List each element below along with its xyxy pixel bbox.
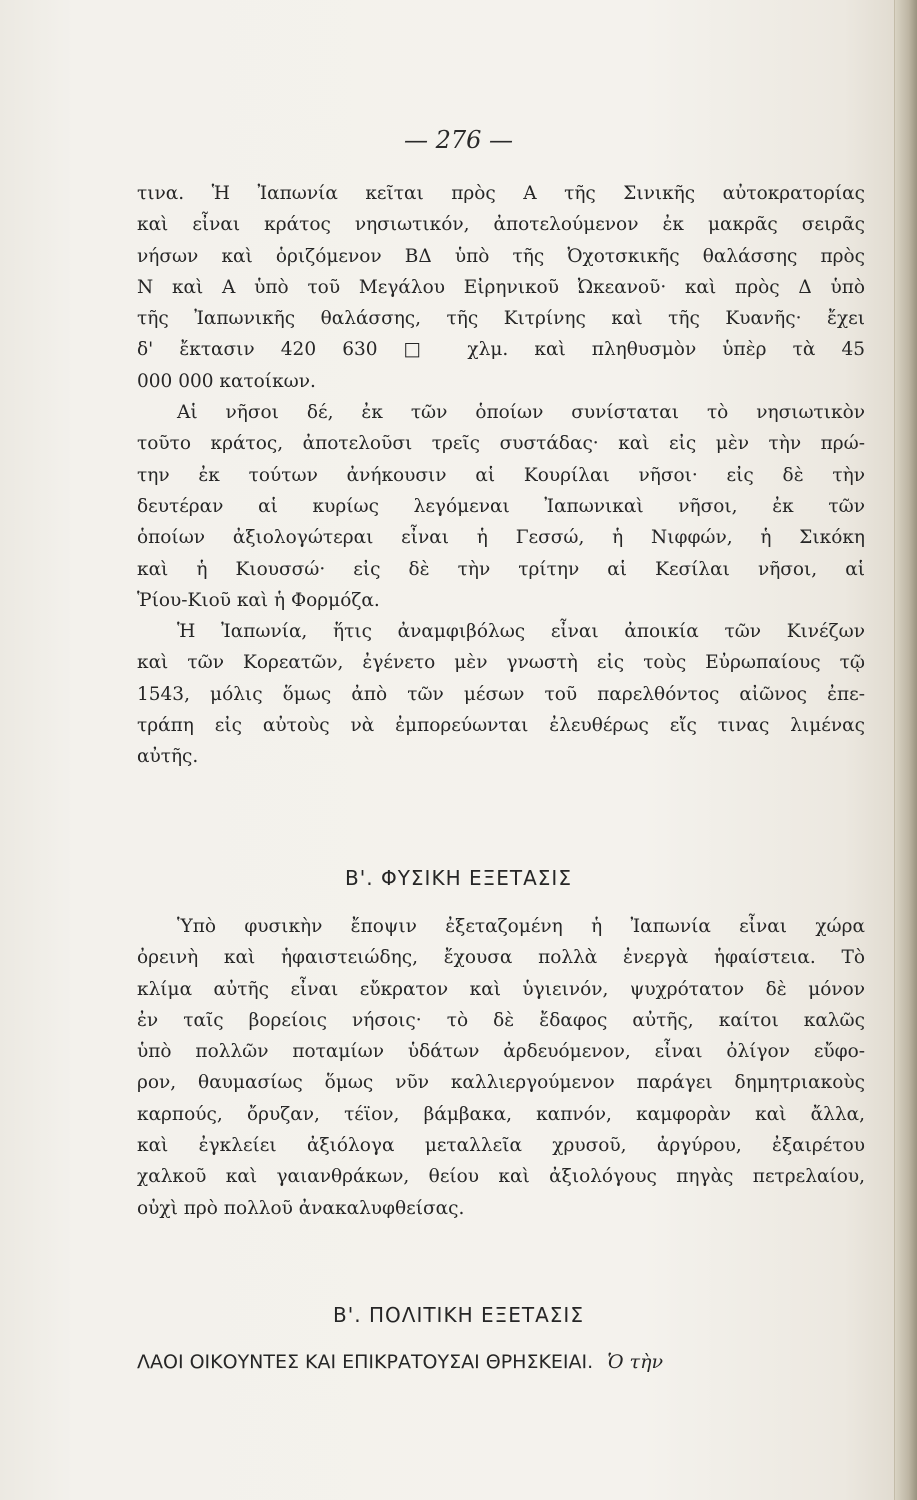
subsection-heading-line xyxy=(137,1351,865,1373)
text-line: Αἱ νῆσοι δέ, ἐκ τῶν ὁποίων συνίσταται τὸ νησιωτικὸν xyxy=(177,402,865,424)
text-line: καὶ ἡ Κιουσσώ· εἰς δὲ τὴν τρίτην αἱ Κεσίλαι νῆσοι, αἱ xyxy=(137,558,865,580)
text-line: την ἐκ τούτων ἀνήκουσιν αἱ Κουρίλαι νῆσοι· εἰς δὲ τὴν xyxy=(137,464,865,486)
text-line: ὁποίων ἀξιολογώτεραι εἶναι ἡ Γεσσώ, ἡ Νιφφών, ἡ Σικόκη xyxy=(137,527,865,549)
text-line: δ' ἔκτασιν 420 630 □ χλμ. καὶ πληθυσμὸν ὑπὲρ τὰ 45 xyxy=(137,339,865,361)
section-heading-physical: Β'. ΦΥΣΙΚΗ ΕΞΕΤΑΣΙΣ xyxy=(345,866,572,890)
section-heading-political: Β'. ΠΟΛΙΤΙΚΗ ΕΞΕΤΑΣΙΣ xyxy=(333,1303,584,1327)
text-line: νήσων καὶ ὁριζόμενον ΒΔ ὑπὸ τῆς Ὀχοτσκικῆς θαλάσσης πρὸς xyxy=(137,245,865,267)
text-line: καὶ εἶναι κράτος νησιωτικόν, ἀποτελούμενον ἐκ μακρᾶς σειρᾶς xyxy=(137,214,865,236)
text-line: ρον, θαυμασίως ὅμως νῦν καλλιεργούμενον παράγει δημητριακοὺς xyxy=(137,1072,865,1094)
text-line: καρπούς, ὄρυζαν, τέϊον, βάμβακα, καπνόν, καμφορὰν καὶ ἄλλα, xyxy=(137,1103,865,1125)
text-line: οὐχὶ πρὸ πολλοῦ ἀνακαλυφθείσας. xyxy=(137,1197,465,1219)
subsection-heading: ΛΑΟΙ ΟΙΚΟΥΝΤΕΣ ΚΑΙ ΕΠΙΚΡΑΤΟΥΣΑΙ ΘΡΗΣΚΕΙΑΙ. xyxy=(137,1351,594,1373)
text-line: ἐν ταῖς βορείοις νήσοις· τὸ δὲ ἔδαφος αὐτῆς, καίτοι καλῶς xyxy=(137,1009,865,1031)
text-line: 000 000 κατοίκων. xyxy=(137,370,316,392)
body-text xyxy=(137,178,865,773)
continuation-text: Ὁ τὴν xyxy=(607,1351,663,1373)
text-line: τῆς Ἰαπωνικῆς θαλάσσης, τῆς Κιτρίνης καὶ τῆς Κυανῆς· ἔχει xyxy=(137,308,865,330)
text-line: καὶ τῶν Κορεατῶν, ἐγένετο μὲν γνωστὴ εἰς τοὺς Εὐρωπαίους τῷ xyxy=(137,652,865,674)
text-line: Ὑπὸ φυσικὴν ἔποψιν ἐξεταζομένη ἡ Ἰαπωνία εἶναι χώρα xyxy=(177,916,865,937)
text-line: ὀρεινὴ καὶ ἡφαιστειώδης, ἔχουσα πολλὰ ἐνεργὰ ἡφαίστεια. Τὸ xyxy=(137,947,865,969)
text-line: ὑπὸ πολλῶν ποταμίων ὑδάτων ἀρδευόμενον, εἶναι ὀλίγον εὔφο- xyxy=(137,1041,865,1063)
page-spine-edge xyxy=(894,0,917,1500)
text-line: καὶ ἐγκλείει ἀξιόλογα μεταλλεῖα χρυσοῦ, ἀργύρου, ἐξαιρέτου xyxy=(137,1135,865,1157)
text-line: Ῥίου-Κιοῦ καὶ ἡ Φορμόζα. xyxy=(137,589,380,611)
text-line: 1543, μόλις ὅμως ἀπὸ τῶν μέσων τοῦ παρελθόντος αἰῶνος ἐπε- xyxy=(137,683,865,705)
text-line: τράπη εἰς αὐτοὺς νὰ ἐμπορεύωνται ἐλευθέρως εἴς τινας λιμένας xyxy=(137,715,865,737)
body-text-physical xyxy=(137,911,865,1224)
text-line: δευτέραν αἱ κυρίως λεγόμεναι Ἰαπωνικαὶ νῆσοι, ἐκ τῶν xyxy=(137,495,865,517)
text-line: χαλκοῦ καὶ γαιανθράκων, θείου καὶ ἀξιολόγους πηγὰς πετρελαίου, xyxy=(137,1166,865,1188)
text-line: Ν καὶ Α ὑπὸ τοῦ Μεγάλου Εἰρηνικοῦ Ὠκεανοῦ· καὶ πρὸς Δ ὑπὸ xyxy=(137,276,865,298)
text-line: αὐτῆς. xyxy=(137,746,199,768)
text-line: Ἡ Ἰαπωνία, ἥτις ἀναμφιβόλως εἶναι ἀποικία τῶν Κινέζων xyxy=(177,621,865,643)
text-line: τοῦτο κράτος, ἀποτελοῦσι τρεῖς συστάδας· καὶ εἰς μὲν τὴν πρώ- xyxy=(137,433,865,455)
text-line: τινα. Ἡ Ἰαπωνία κεῖται πρὸς Α τῆς Σινικῆς αὐτοκρατορίας xyxy=(137,183,865,204)
text-line: κλίμα αὐτῆς εἶναι εὔκρατον καὶ ὑγιεινόν, ψυχρότατον δὲ μόνον xyxy=(137,978,865,1000)
page-number: — 276 — xyxy=(403,126,514,154)
